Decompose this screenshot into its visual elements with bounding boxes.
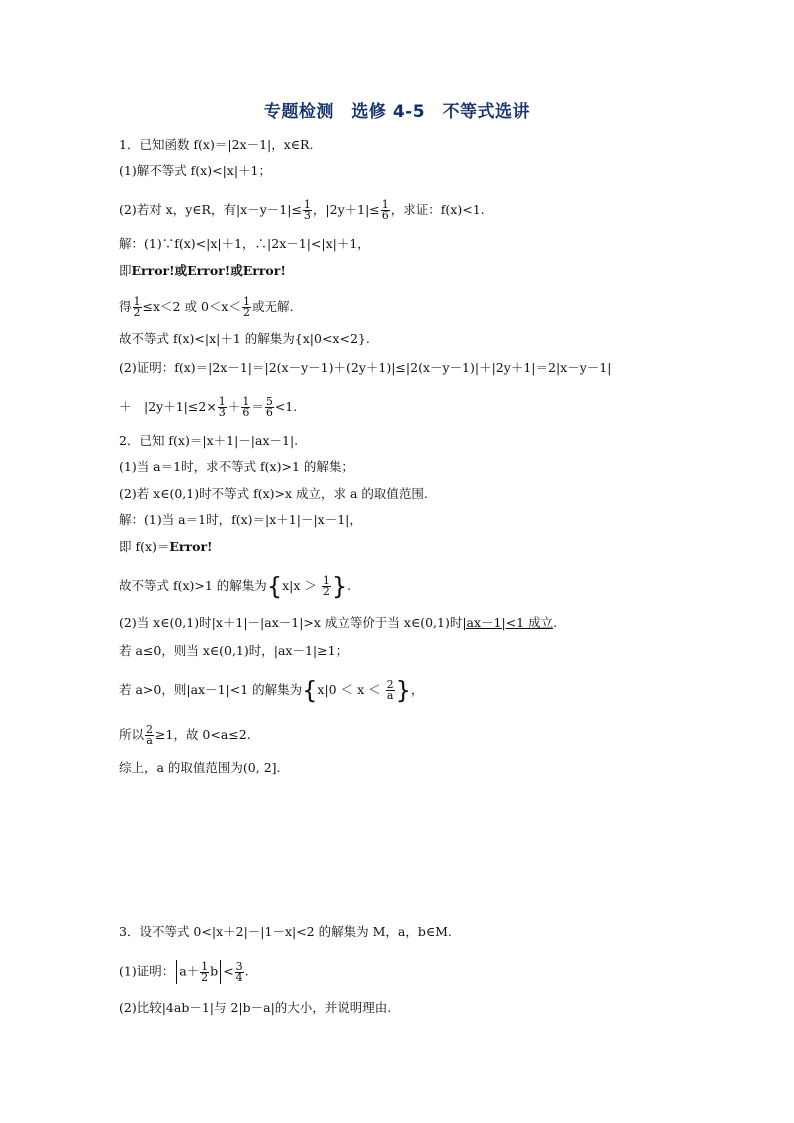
numerator: 1 <box>133 295 141 308</box>
denominator: 2 <box>242 306 250 319</box>
absolute-bar <box>176 960 177 984</box>
right-brace-icon: } <box>395 676 411 705</box>
text: a＋ <box>179 963 200 979</box>
problem-2-solution-line-4 <box>119 615 557 631</box>
denominator: 2 <box>322 585 330 598</box>
problem-1-solution-line-5: (2)证明：f(x)＝|2x－1|＝|2(x－y－1)＋(2y＋1)|≤|2(x－y－1)|＋|2y＋1|＝2|x－y－1| <box>119 360 612 375</box>
text: ，求证：f(x)<1. <box>390 202 485 217</box>
problem-1-stem: 1．已知函数 f(x)＝|2x－1|，x∈R. <box>119 137 314 152</box>
problem-1-question-1: (1)解不等式 f(x)<|x|＋1； <box>119 163 272 178</box>
problem-2-question-1: (1)当 a＝1时，求不等式 f(x)>1 的解集； <box>119 459 354 474</box>
denominator: 2 <box>133 306 141 319</box>
fraction <box>133 297 142 318</box>
denominator: 6 <box>242 406 250 419</box>
left-brace-icon: { <box>302 676 318 705</box>
text: ， <box>410 682 424 697</box>
problem-1-question-2 <box>119 200 485 221</box>
set-text: x|0 ＜ x ＜ <box>317 682 385 697</box>
denominator: 6 <box>381 209 389 222</box>
problem-2-stem: 2．已知 f(x)＝|x＋1|－|ax－1|. <box>119 433 299 448</box>
numerator: 1 <box>242 395 250 408</box>
left-brace-icon: { <box>266 572 283 601</box>
numerator: 2 <box>386 678 394 691</box>
numerator: 5 <box>265 395 273 408</box>
denominator: 3 <box>218 406 226 419</box>
text: . <box>347 578 352 593</box>
problem-2-solution-line-8: 综上，a 的取值范围为(0, 2]. <box>119 760 281 775</box>
problem-2-question-2: (2)若 x∈(0,1)时不等式 f(x)>x 成立，求 a 的取值范围. <box>119 486 428 501</box>
problem-2-solution-line-7 <box>119 725 251 746</box>
page-title: 专题检测 选修 4-5 不等式选讲 <box>263 102 531 122</box>
text: ≥1，故 0<a≤2. <box>155 727 251 742</box>
set-text: x|x ＞ <box>282 578 321 593</box>
denominator: a <box>386 689 394 702</box>
numerator: 1 <box>322 574 330 587</box>
fraction <box>235 959 244 984</box>
fraction <box>303 200 312 221</box>
fraction <box>241 397 250 418</box>
text: b <box>210 963 219 979</box>
text: (1)证明： <box>119 963 175 979</box>
problem-1-solution-line-1: 解：(1)∵f(x)<|x|＋1，∴|2x－1|<|x|＋1， <box>119 236 370 251</box>
numerator: 1 <box>218 395 226 408</box>
text: <1. <box>274 399 298 414</box>
text: . <box>553 615 558 630</box>
text: 即 <box>119 263 132 278</box>
text: 故不等式 f(x)>1 的解集为 <box>119 578 267 593</box>
underlined-text: |ax－1|<1 成立 <box>462 615 554 630</box>
text: 所以 <box>119 727 145 742</box>
error-text: Error!或Error!或Error! <box>131 263 286 278</box>
numerator: 1 <box>201 959 209 973</box>
text: 或无解. <box>251 299 294 314</box>
denominator: a <box>146 734 153 747</box>
denominator: 6 <box>265 406 273 419</box>
text: 得 <box>119 299 132 314</box>
fraction <box>265 397 274 418</box>
problem-1-solution-line-2 <box>119 263 286 279</box>
numerator: 2 <box>146 723 154 736</box>
denominator: 2 <box>201 970 209 984</box>
numerator: 1 <box>381 198 389 211</box>
problem-3-stem: 3．设不等式 0<|x＋2|－|1－x|<2 的解集为 M，a，b∈M. <box>119 924 452 939</box>
problem-2-solution-line-6 <box>119 676 424 705</box>
denominator: 4 <box>235 970 243 984</box>
fraction <box>218 397 227 418</box>
problem-1-solution-line-4: 故不等式 f(x)<|x|＋1 的解集为{x|0<x<2}. <box>119 331 370 346</box>
fraction <box>381 200 390 221</box>
text: ＝ <box>251 399 264 414</box>
text: (2)若对 x，y∈R，有|x－y－1|≤ <box>119 202 302 217</box>
right-brace-icon: } <box>331 572 348 601</box>
text: ＋ <box>227 399 241 414</box>
denominator: 3 <box>303 209 311 222</box>
numerator: 1 <box>242 295 250 308</box>
text: 若 a>0，则|ax－1|<1 的解集为 <box>119 682 303 697</box>
problem-3-question-2: (2)比较|4ab－1|与 2|b－a|的大小，并说明理由. <box>119 1000 392 1015</box>
problem-1-solution-line-6 <box>119 397 297 418</box>
absolute-bar <box>220 960 221 984</box>
numerator: 3 <box>235 959 243 973</box>
problem-2-solution-line-1: 解：(1)当 a＝1时，f(x)＝|x＋1|－|x－1|， <box>119 512 362 527</box>
problem-3-question-1 <box>119 960 249 984</box>
fraction <box>200 959 209 984</box>
problem-1-solution-line-3 <box>119 297 293 318</box>
fraction <box>145 725 154 746</box>
error-text: Error! <box>169 539 213 554</box>
fraction <box>242 297 251 318</box>
numerator: 1 <box>303 198 311 211</box>
text: 即 f(x)＝ <box>119 539 170 554</box>
text: ＋ |2y＋1|≤2× <box>119 399 217 414</box>
problem-2-solution-line-5: 若 a≤0，则当 x∈(0,1)时，|ax－1|≥1； <box>119 643 349 658</box>
text: ，|2y＋1|≤ <box>312 202 380 217</box>
fraction <box>386 680 395 701</box>
problem-2-solution-line-3 <box>119 572 352 601</box>
text: (2)当 x∈(0,1)时|x＋1|－|ax－1|>x 成立等价于当 x∈(0,1)时 <box>119 615 463 630</box>
problem-2-solution-line-2 <box>119 539 213 555</box>
fraction <box>322 576 331 597</box>
text: < <box>223 963 234 979</box>
text: . <box>244 963 249 979</box>
text: ≤x＜2 或 0＜x＜ <box>142 299 241 314</box>
